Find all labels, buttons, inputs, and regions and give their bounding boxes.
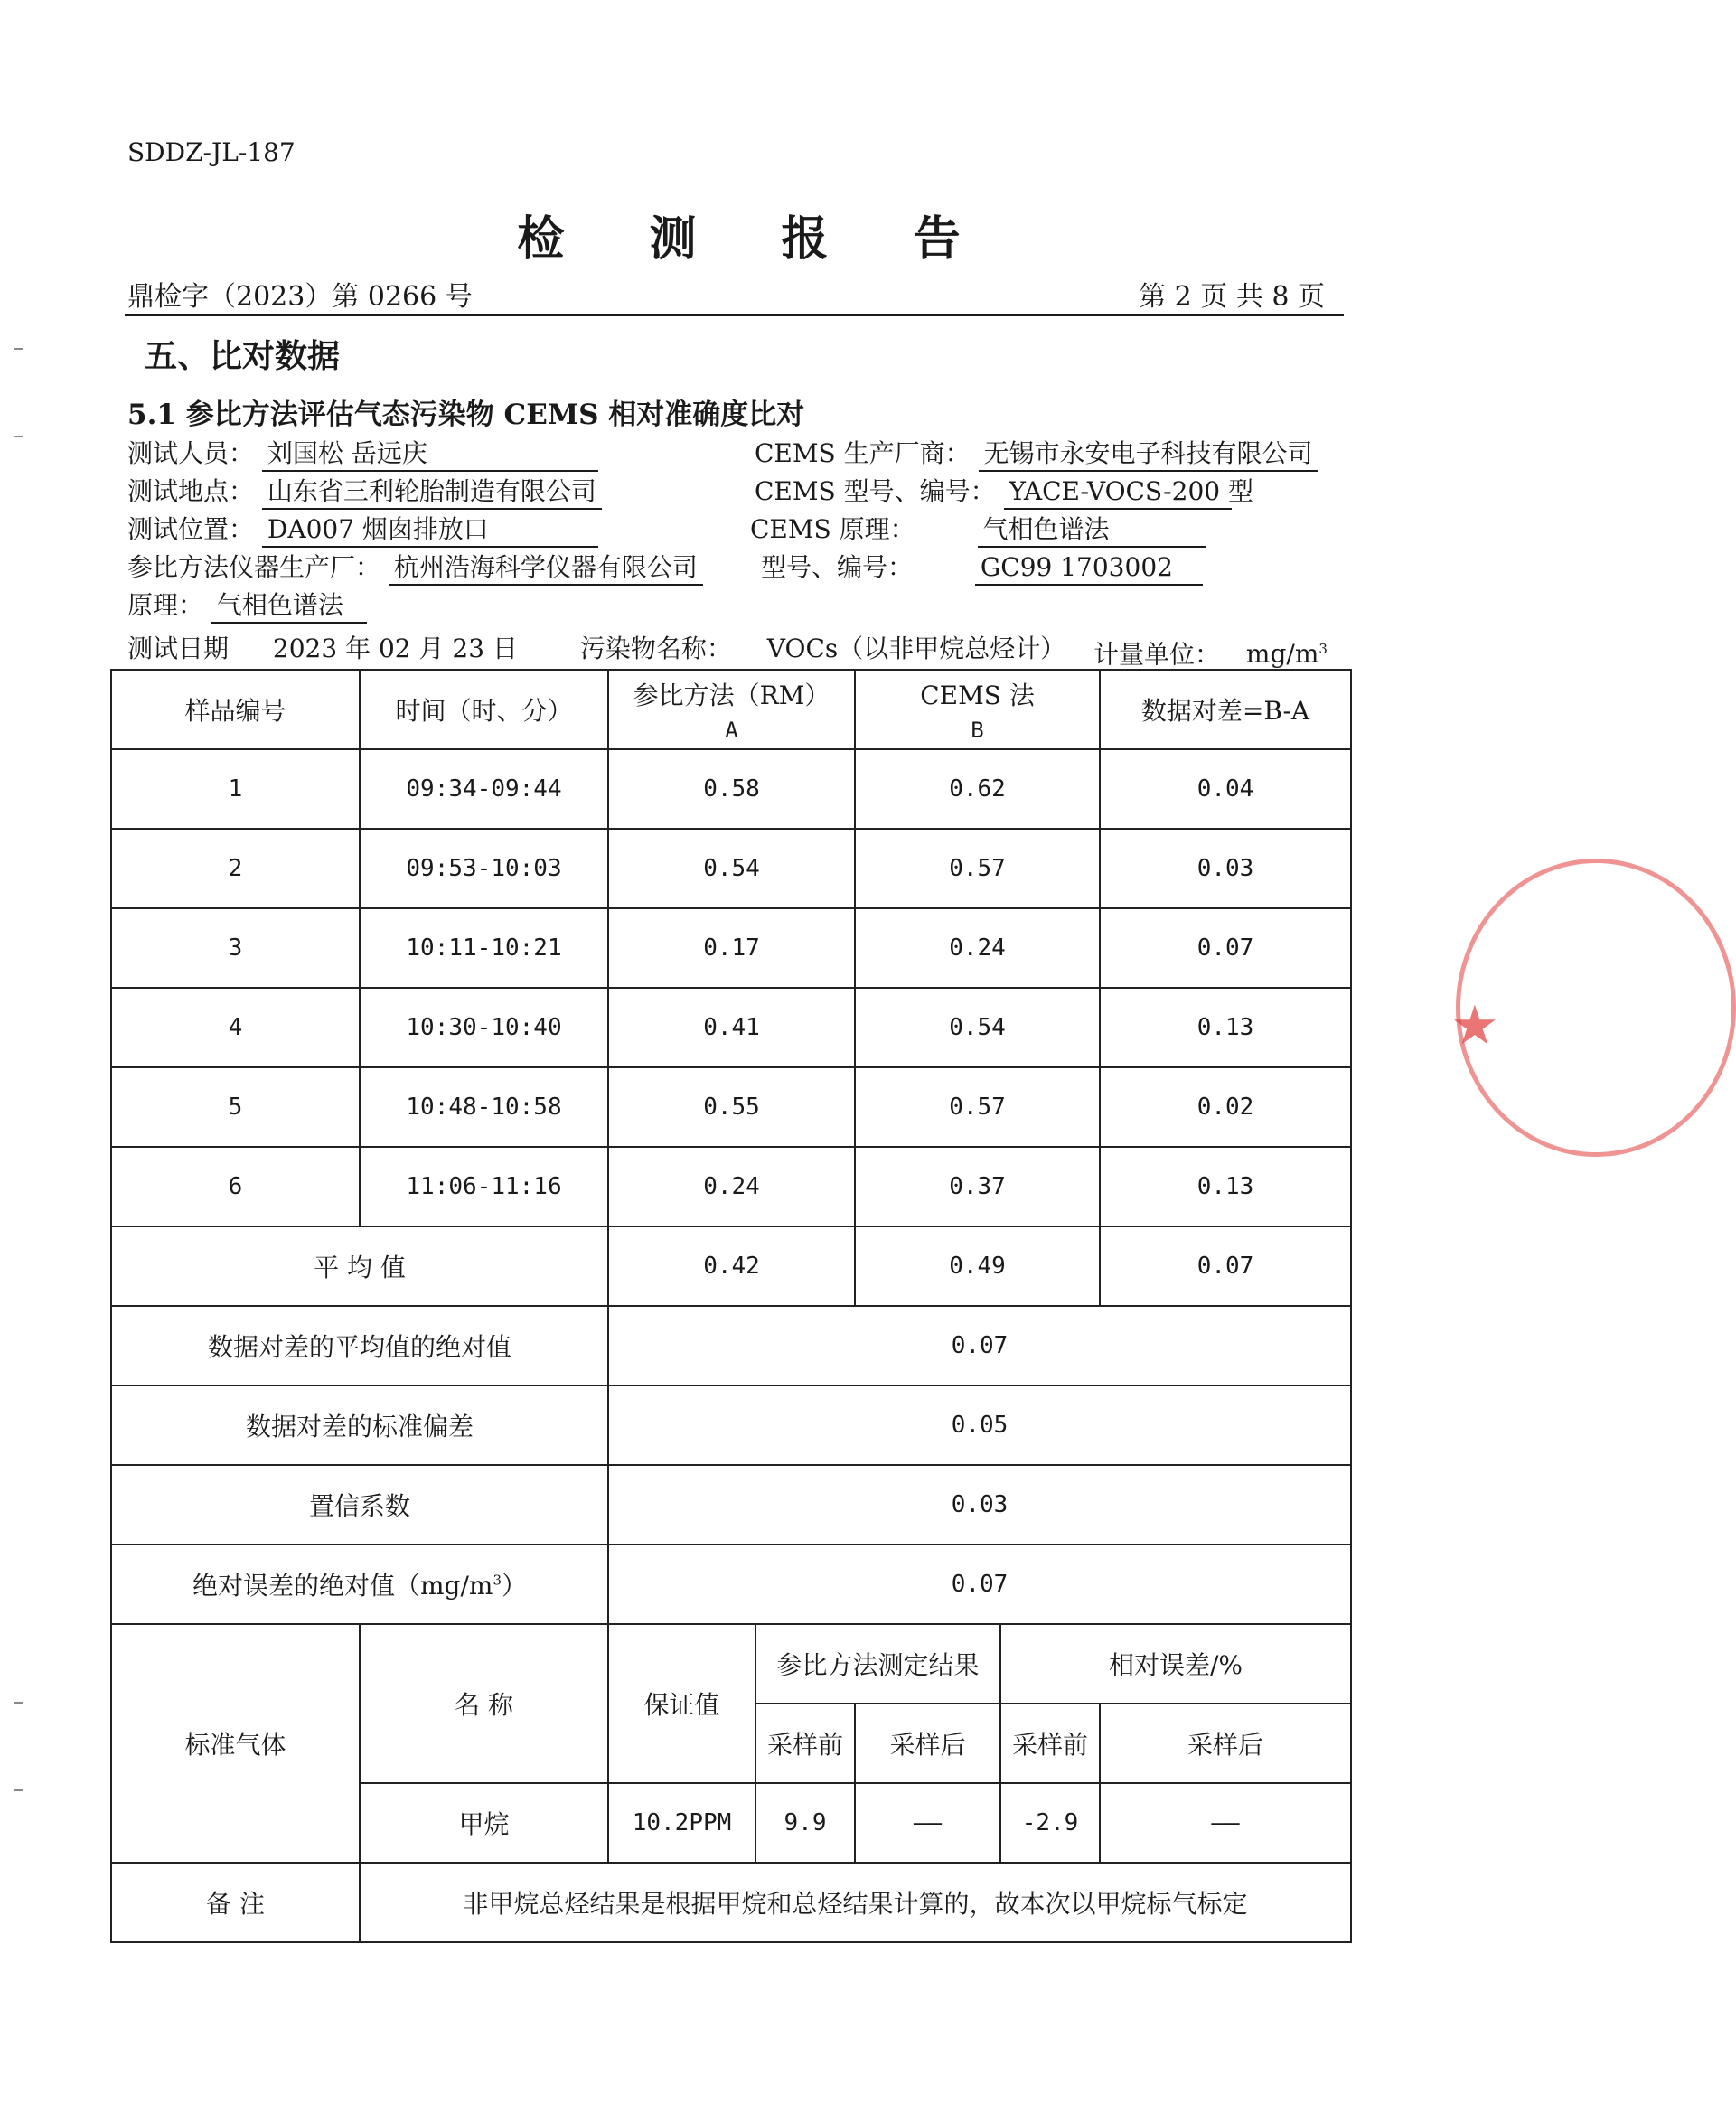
err-after-header: 采样后	[1100, 1704, 1351, 1783]
cems-maker-label: CEMS 生产厂商：	[755, 438, 971, 468]
std-gas-guarantee-header: 保证值	[608, 1624, 755, 1783]
diff-value-cell: 0.13	[1100, 988, 1351, 1067]
cems-value-cell: 0.24	[855, 908, 1100, 988]
principle-line	[127, 589, 367, 624]
tester-line	[127, 437, 598, 472]
table-row	[111, 908, 1351, 988]
seal-stamp: ★	[1452, 859, 1494, 1148]
std-gas-label: 标准气体	[111, 1624, 360, 1863]
ref-value-cell: 0.41	[608, 988, 855, 1067]
table-row	[111, 988, 1351, 1067]
margin-mark	[14, 1789, 23, 1791]
cems-value-cell: 0.37	[855, 1147, 1100, 1226]
ref-maker-value: 杭州浩海科学仪器有限公司	[389, 551, 703, 586]
cems-maker-line	[755, 437, 1318, 472]
stat-row	[111, 1306, 1351, 1385]
cems-principle-value: 气相色谱法	[978, 513, 1206, 548]
report-title: 检 测 报 告	[517, 211, 995, 267]
header-cems: CEMS 法 B	[855, 670, 1100, 749]
unit-superscript: 3	[1318, 641, 1328, 657]
std-gas-ref-result-header: 参比方法测定结果	[755, 1624, 1000, 1704]
stat-row	[111, 1465, 1351, 1545]
sample-no-cell: 4	[111, 988, 360, 1067]
stat-label: 数据对差的标准偏差	[111, 1385, 608, 1465]
tester-label: 测试人员：	[127, 438, 255, 468]
std-gas-name: 甲烷	[360, 1783, 608, 1863]
time-cell: 10:30-10:40	[360, 988, 608, 1067]
header-time: 时间（时、分）	[360, 670, 608, 749]
average-diff: 0.07	[1100, 1226, 1351, 1306]
principle-label: 原理：	[127, 590, 204, 620]
cems-maker-value: 无锡市永安电子科技有限公司	[979, 437, 1318, 472]
ref-value-cell: 0.17	[608, 908, 855, 988]
document-code: SDDZ-JL-187	[127, 137, 296, 167]
site-label: 测试地点：	[127, 476, 255, 506]
std-gas-header-row	[111, 1624, 1351, 1704]
table-row	[111, 1067, 1351, 1147]
abs-error-row	[111, 1545, 1351, 1624]
table-row	[111, 829, 1351, 908]
time-cell: 10:11-10:21	[360, 908, 608, 988]
remark-text: 非甲烷总烃结果是根据甲烷和总烃结果计算的，故本次以甲烷标气标定	[360, 1863, 1351, 1942]
table-row	[111, 1147, 1351, 1226]
sample-no-cell: 2	[111, 829, 360, 908]
ref-after-value: ——	[855, 1783, 1000, 1863]
ref-value-cell: 0.54	[608, 829, 855, 908]
stat-label: 置信系数	[111, 1465, 608, 1545]
abs-error-label: 绝对误差的绝对值$(mg/m^3)$	[111, 1545, 608, 1624]
sample-no-cell: 5	[111, 1067, 360, 1147]
section-heading: 五、比对数据	[145, 337, 341, 375]
cems-value-cell: 0.57	[855, 1067, 1100, 1147]
tester-value: 刘国松 岳远庆	[262, 437, 598, 472]
unit-line	[1093, 633, 1328, 671]
time-cell: 11:06-11:16	[360, 1147, 608, 1226]
stat-value: 0.05	[608, 1385, 1351, 1465]
diff-value-cell: 0.13	[1100, 1147, 1351, 1226]
ref-value-cell: 0.24	[608, 1147, 855, 1226]
ref-maker-line	[127, 551, 703, 586]
table-row	[111, 749, 1351, 829]
abs-error-value: 0.07	[608, 1545, 1351, 1624]
cems-model-label: CEMS 型号、编号：	[755, 476, 996, 506]
principle-value: 气相色谱法	[211, 589, 367, 624]
average-b: 0.49	[855, 1226, 1100, 1306]
unit-label: 计量单位：	[1093, 639, 1221, 670]
header-sample-no: 样品编号	[111, 670, 360, 749]
stat-value: 0.03	[608, 1465, 1351, 1545]
ref-model-label: 型号、编号：	[761, 552, 914, 582]
margin-mark	[14, 348, 23, 350]
ref-model-value: GC99 1703002	[975, 551, 1203, 586]
site-line	[127, 475, 602, 510]
diff-value-cell: 0.04	[1100, 749, 1351, 829]
comparison-table	[110, 669, 1352, 1943]
position-line	[127, 513, 598, 548]
cems-value-cell: 0.57	[855, 829, 1100, 908]
header-ref-method: 参比方法（RM） A	[608, 670, 855, 749]
date-line	[127, 633, 1065, 665]
header-rule	[125, 314, 1344, 316]
ref-before-value: 9.9	[755, 1783, 855, 1863]
err-after-value: ——	[1100, 1783, 1351, 1863]
date-label: 测试日期	[127, 634, 230, 663]
cems-model-value: YACE-VOCS-200 型	[1004, 475, 1232, 510]
pollutant-value: VOCs（以非甲烷总烃计）	[766, 634, 1066, 663]
diff-value-cell: 0.02	[1100, 1067, 1351, 1147]
table-header-row	[111, 670, 1351, 749]
margin-mark	[14, 436, 23, 437]
cems-model-line	[755, 475, 1253, 510]
std-gas-guarantee: 10.2PPM	[608, 1783, 755, 1863]
margin-mark	[14, 1702, 23, 1704]
cems-value-cell: 0.62	[855, 749, 1100, 829]
time-cell: 10:48-10:58	[360, 1067, 608, 1147]
ref-model-line	[761, 551, 1203, 586]
diff-value-cell: 0.03	[1100, 829, 1351, 908]
sample-no-cell: 6	[111, 1147, 360, 1226]
stat-label: 数据对差的平均值的绝对值	[111, 1306, 608, 1385]
diff-value-cell: 0.07	[1100, 908, 1351, 988]
header-diff: 数据对差=B-A	[1100, 670, 1351, 749]
position-label: 测试位置：	[127, 514, 255, 544]
ref-after-header: 采样后	[855, 1704, 1000, 1783]
cems-value-cell: 0.54	[855, 988, 1100, 1067]
sample-no-cell: 1	[111, 749, 360, 829]
site-value: 山东省三利轮胎制造有限公司	[262, 475, 602, 510]
ref-value-cell: 0.55	[608, 1067, 855, 1147]
unit-value: mg/m	[1245, 639, 1319, 670]
ref-maker-label: 参比方法仪器生产厂：	[127, 552, 381, 582]
remark-label: 备 注	[111, 1863, 360, 1942]
average-label: 平 均 值	[111, 1226, 608, 1306]
time-cell: 09:53-10:03	[360, 829, 608, 908]
average-row	[111, 1226, 1351, 1306]
report-number: 鼎检字（2023）第 0266 号	[127, 281, 473, 313]
err-before-value: -2.9	[1000, 1783, 1100, 1863]
stat-row	[111, 1385, 1351, 1465]
err-before-header: 采样前	[1000, 1704, 1100, 1783]
time-cell: 09:34-09:44	[360, 749, 608, 829]
position-value: DA007 烟囱排放口	[262, 513, 598, 548]
cems-principle-line	[750, 513, 1206, 548]
subsection-heading: 5.1 参比方法评估气态污染物 CEMS 相对准确度比对	[127, 399, 805, 431]
ref-before-header: 采样前	[755, 1704, 855, 1783]
std-gas-name-header: 名 称	[360, 1624, 608, 1783]
average-a: 0.42	[608, 1226, 855, 1306]
ref-value-cell: 0.58	[608, 749, 855, 829]
std-gas-rel-error-header: 相对误差/%	[1000, 1624, 1351, 1704]
cems-principle-label: CEMS 原理：	[750, 514, 915, 544]
page-indicator: 第 2 页 共 8 页	[1139, 281, 1325, 313]
remark-row	[111, 1863, 1351, 1942]
date-value: 2023 年 02 月 23 日	[272, 634, 518, 663]
stat-value: 0.07	[608, 1306, 1351, 1385]
pollutant-label: 污染物名称：	[579, 634, 732, 663]
sample-no-cell: 3	[111, 908, 360, 988]
